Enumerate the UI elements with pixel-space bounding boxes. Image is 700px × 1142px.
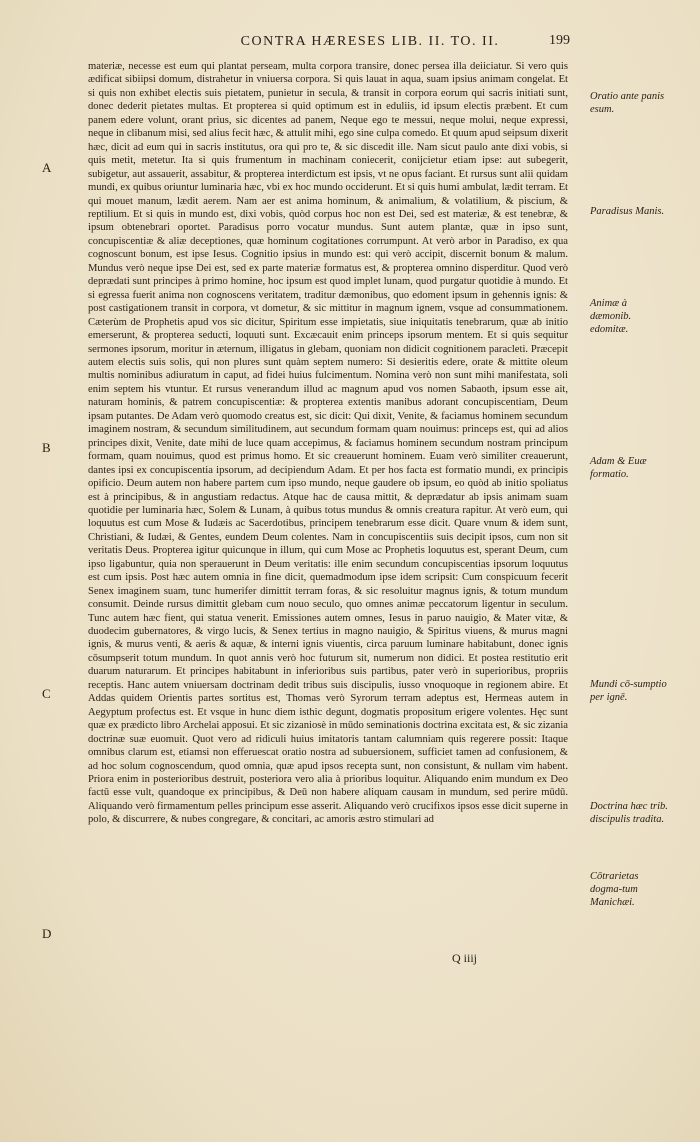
marginal-note-animae: Animæ à dæmonib. edomitæ. [590, 298, 632, 335]
marginal-note-doctrina: Doctrina hæc trib. discipulis tradita. [590, 801, 668, 825]
signature-mark: Q iiij [452, 951, 478, 965]
marginal-note-paradisus: Paradisus Manis. [590, 206, 665, 217]
section-letter-b: B [42, 440, 51, 455]
page-number: 199 [549, 33, 570, 48]
body-paragraph: materiæ, necesse est eum qui plantat perseam, multa corpora transire, donec persea illa deiiciatur. Si vero quis ædificat sibiipsi domum, distrahetur in vniuersa corpora. Si quis lauat in aqua, suam ipsius animam congelat. Et si quis non exhibet electis suis pietatem, punietur in secula, & transit in corpora eorum qui sacris initiati sunt, donec dederit pietates multas. Et propterea si quid optimum est in eduliis, id ipsum electis præbent. Et cum panem edere volunt, orant prius, sic dicentes ad panem, Neque ego te messui, neque molui, neque expressi, neque in clibanum misi, sed alius fecit hæc, & attulit mihi, ego sine culpa comedo. Et quum apud seipsum dixerit hæc, dicit ad eum qui in sacris institutus, ora qui pro te, & sic discedit ille. Nam sicut paulo ante dixi vobis, si quis metit, metetur. Ita si quis frumentum in machinam coniecerit, conijcietur etiam ipse: aut subegerit, subigetur, aut assauerit, assabitur, & propterea interdictum est ipsis, vt ne opus faciant. Et rursus sunt alii quidam mundi, ex quibus oriuntur luminaria hæc, vbi ex hoc mundo occiderunt. Et si quis humi ambulat, lædit terram. Et qui mouet manum, lædit aerem. Nam aer est anima hominum, & animalium, & volatilium, & piscium, & reptilium. Et si quis in mundo est, dixi vobis, quòd corpus hoc non est Dei, sed est materiæ, & est tenebræ, & ipsum obtenebrari oportet. Paradisus porro vocatur mundus. Sunt autem plantæ, quæ in ipso sunt, concupiscentiæ & aliæ deceptiones, quæ hominum cogitationes corrumpunt. At verò arbor in Paradiso, ex qua cognoscunt bonum, est ipse Iesus. Cognitio ipsius in mundo est: qui verò accipit, discernit bonum & malum. Mundus verò neque ipse Dei est, sed ex parte materiæ formatus est, & propterea omnino disperditur. Quod verò deprædati sunt principes à primo homine, hoc ipsum est quod implet lunam, quod purgatur quotidie à mundo. Et si egressa fuerit anima non cognoscens veritatem, traditur dæmonibus, quo edoment ipsum in gehennis ignis: & post castigationem transit in corpora, vt dometur, & sic mittitur in magnum ignem, vsque ad consummationem. Cæterùm de Prophetis apud vos sic dicitur, Spiritum esse impietatis, siue iniquitatis tenebrarum, quæ ab initio emerserunt, & propterea seducti, loquuti sunt. Excæcauit enim princeps ipsorum mentem. Et si quis sequitur sermones ipsorum, moritur in æternum, illigatus in glebam, quoniam non didicit cognitionem paracleti. Præcepit autem electis suis solis, qui non plures sunt quàm septem numero: Si desieritis edere, orate & mittite oleum multis nominibus adiuratum in caput, ad fidei huius fulcimentum. Nomina verò non sunt mihi manifestata, soli enim septem his vtuntur. Et rursus venerandum illud ac magnum apud vos nomen Sabaoth, ipsum esse ait, naturam hominis, & patrem concupiscentiæ: & propterea extentis manibus adorant concupiscentiam, Deum ipsam putantes. De Adam verò quomodo creatus est, sic dicit: Qui dixit, Venite, & faciamus hominem secundum imaginem nostram, & secundum similitudinem, aut secundum formam quam nouimus: princeps est, qui ad alios principes dixit, Venite, date mihi de luce quam accepimus, & faciamus hominem secundum nostram principum formam, quam nouimus, quod est primus homo. Et sic creauerunt hominem. Euam verò similiter creauerunt, dantes ipsi ex concupiscentia ipsorum, ad decipiendum Adam. Et per hos facta est formatio mundi, ex principis opificio. Deum autem non habere partem cum ipso mundo, neque gaudere ob ipsum, eo quòd ab initio spoliatus est à principibus, & in angustiam redactus. Atque hac de causa mittit, & deprædatur ab ipsis animam suam quotidie per luminaria hæc, Solem & Lunam, à quibus totus mundus & omnis creatura rapitur. At verò eum, qui loquutus est cum Mose & Iudæis ac Sacerdotibus, principem tenebrarum esse dicit. Quare vnum & idem sunt, Christiani, & Iudæi, & Gentes, eundem Deum colentes. Nam in concupiscentiis suis decipit ipsos, cum non sit veritatis Deus. Propterea igitur quicunque in illum, qui cum Mose ac Prophetis loquutus est, sperant Deum, cum ipso ligabuntur, quia non sperauerunt in Deum veritatis: ille enim secundum concupiscentias ipsorum loquutus est cum ipsis. Post hæc autem omnia in fine dicit, quemadmodum ipse idem scripsit: Cum conspicuum fecerit Senex imaginem suam, tunc humerifer dimittit terram foras, & sic resoluitur magnus ignis, & totum mundum consumit. Deinde rursus dimittit glebam cum nouo seculo, quo omnes animæ peccatorum ligentur in seculum. Tunc autem hæc fient, qui statua venerit. Emissiones autem omnes, Iesus in paruo nauigio, & Mater vitæ, & duodecim gubernatores, & virgo lucis, & Senex tertius in magno nauigio, & Spiritus viuens, & murus magni ignis, & murus venti, & aeris & aquæ, & interni ignis viuentis, circa paruum luminare habitabunt, donec ignis cōsumpserit totum mundum. In quot annis verò hoc futurum sit, numerum non didici. Et postea restitutio erit duarum naturarum. Et principes habitabunt in inferioribus suis partibus, pater verò in superioribus, propriis receptis. Hanc autem vniuersam doctrinam dedit tribus suis discipulis, iusso vnoquoque in regionem abire. Et Addas quidem Orientis partes sortitus est, Thomas verò Syrorum terram adeptus est, Hermeas autem in Aegyptum profectus est. Et vsque in hunc diem isthic degunt, dogmatis propositum erigere volentes. Hęc sunt quæ ex prædicto libro Archelai apposui. Et sic zizaniosè in mūdo seminationis doctrina excitata est, & sic zizania doctrinæ suæ euomuit. Quot vero ad ridiculi huius imitatoris tantam calumniam quis regerere possit: Itaque omnibus clarum est, etiamsi non efferuescat oratio nostra ad subuersionem, sufficiet tamen ad confusionem, & ad hoc solum cognoscendum, quod omnia, quæ apud ipsos recepta sunt, non consistunt, & nullam vim habent. Priora enim in posterioribus destruit, posteriora vero alia à prioribus loquitur. Aliquando enim mundum ex Deo factū esse vult, quandoque ex principibus, & Deū non habere aliquam causam in mundum, sed perire mūdū. Aliquando verò firmamentum pelles principum esse asserit. Aliquando verò crucifixos ipsos esse dicit superne in polo, & discurrere, & nubes congregare, & concitari, ac amoris æstro stimulari ad [88, 61, 568, 826]
body-text-block [88, 60, 568, 827]
marginal-note-mundi: Mundi cō-sumptio per ignē. [590, 679, 667, 703]
section-letter-c: C [42, 686, 51, 701]
marginal-note-adam-eva: Adam & Euæ formatio. [590, 456, 647, 480]
section-letter-d: D [42, 926, 52, 941]
marginal-note-oratio: Oratio ante panis esum. [590, 91, 665, 115]
marginal-note-contrarietas: Cōtrarietas dogma-tum Manichæi. [590, 871, 639, 908]
section-letter-a: A [42, 160, 52, 175]
running-title: CONTRA HÆRESES LIB. II. TO. II. [240, 34, 500, 49]
